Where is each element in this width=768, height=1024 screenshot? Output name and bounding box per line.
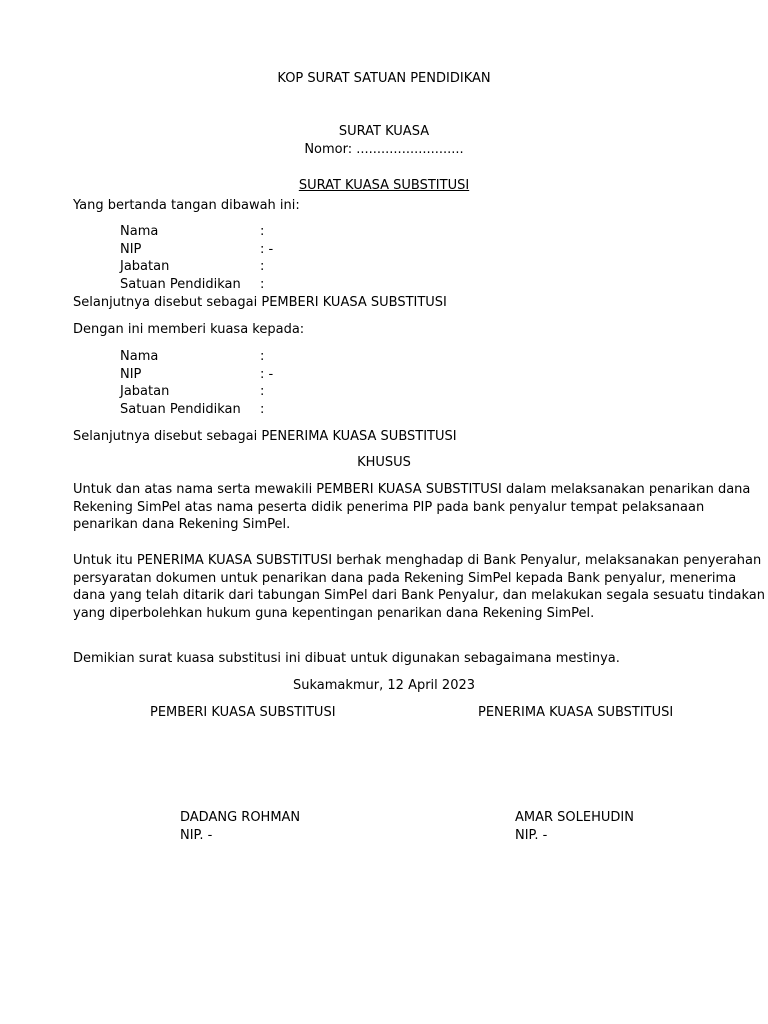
field-value: : - xyxy=(260,242,274,257)
field-label: Nama xyxy=(120,224,159,239)
field-label: Satuan Pendidikan xyxy=(120,402,241,417)
grantee-unit-row xyxy=(120,401,264,419)
grantee-note: Selanjutnya disebut sebagai PENERIMA KUASA SUBSTITUSI xyxy=(73,429,457,444)
field-value: : xyxy=(260,384,265,399)
field-label: Satuan Pendidikan xyxy=(120,277,241,292)
grantee-position-row xyxy=(120,383,264,401)
paragraph-line: dana yang telah ditarik dari tabungan SimPel dari Bank Penyalur, dan melakukan segala sesuatu tindakan xyxy=(73,588,766,603)
grantor-signature-role: PEMBERI KUASA SUBSTITUSI xyxy=(150,705,336,720)
paragraph-line: Rekening SimPel atas nama peserta didik penerima PIP pada bank penyalur tempat pelaksanaan xyxy=(73,499,705,515)
grantor-signatory-name: DADANG ROHMAN xyxy=(180,810,301,825)
document-title: SURAT KUASA xyxy=(338,124,430,139)
grantee-name-row xyxy=(120,348,264,366)
field-label: NIP xyxy=(120,242,142,257)
field-label: Jabatan xyxy=(120,259,170,274)
grantor-name-row xyxy=(120,223,264,241)
grantee-signatory-nip: NIP. - xyxy=(515,828,548,843)
field-value: : - xyxy=(260,367,274,382)
grantor-unit-row xyxy=(120,276,264,294)
field-label: Jabatan xyxy=(120,384,170,399)
paragraph-line: Untuk itu PENERIMA KUASA SUBSTITUSI berhak menghadap di Bank Penyalur, melaksanakan penyerahan xyxy=(73,553,762,568)
closing-statement: Demikian surat kuasa substitusi ini dibuat untuk digunakan sebagaimana mestinya. xyxy=(73,651,620,666)
field-label: NIP xyxy=(120,367,142,382)
field-value: : xyxy=(260,259,265,274)
field-value: : xyxy=(260,402,265,417)
field-value: : xyxy=(260,224,265,239)
grantee-nip-row xyxy=(120,366,273,384)
paragraph-rights xyxy=(73,552,766,622)
document-subtitle: SURAT KUASA SUBSTITUSI xyxy=(298,178,470,193)
paragraph-line: penarikan dana Rekening SimPel. xyxy=(73,517,291,532)
place-date: Sukamakmur, 12 April 2023 xyxy=(292,678,476,693)
special-heading: KHUSUS xyxy=(357,455,411,470)
letterhead: KOP SURAT SATUAN PENDIDIKAN xyxy=(277,71,491,86)
paragraph-line: Untuk dan atas nama serta mewakili PEMBERI KUASA SUBSTITUSI dalam melaksanakan penarikan dana xyxy=(73,482,751,497)
grantor-position-row xyxy=(120,258,264,276)
grantor-nip-row xyxy=(120,241,273,259)
field-value: : xyxy=(260,277,265,292)
paragraph-line: yang diperbolehkan hukum guna kepentingan penarikan dana Rekening SimPel. xyxy=(73,605,595,621)
document-number: Nomor: .......................... xyxy=(304,142,464,157)
grant-intro: Dengan ini memberi kuasa kepada: xyxy=(73,322,305,337)
field-value: : xyxy=(260,349,265,364)
grantor-signatory-nip: NIP. - xyxy=(180,828,213,843)
paragraph-line: persyaratan dokumen untuk penarikan dana pada Rekening SimPel kepada Bank penyalur, menerima xyxy=(73,570,737,586)
field-label: Nama xyxy=(120,349,159,364)
paragraph-authority xyxy=(73,481,751,534)
grantee-signature-role: PENERIMA KUASA SUBSTITUSI xyxy=(478,705,674,720)
grantor-note: Selanjutnya disebut sebagai PEMBERI KUASA SUBSTITUSI xyxy=(73,295,447,310)
intro-text: Yang bertanda tangan dibawah ini: xyxy=(73,198,300,213)
grantee-signatory-name: AMAR SOLEHUDIN xyxy=(515,810,634,825)
